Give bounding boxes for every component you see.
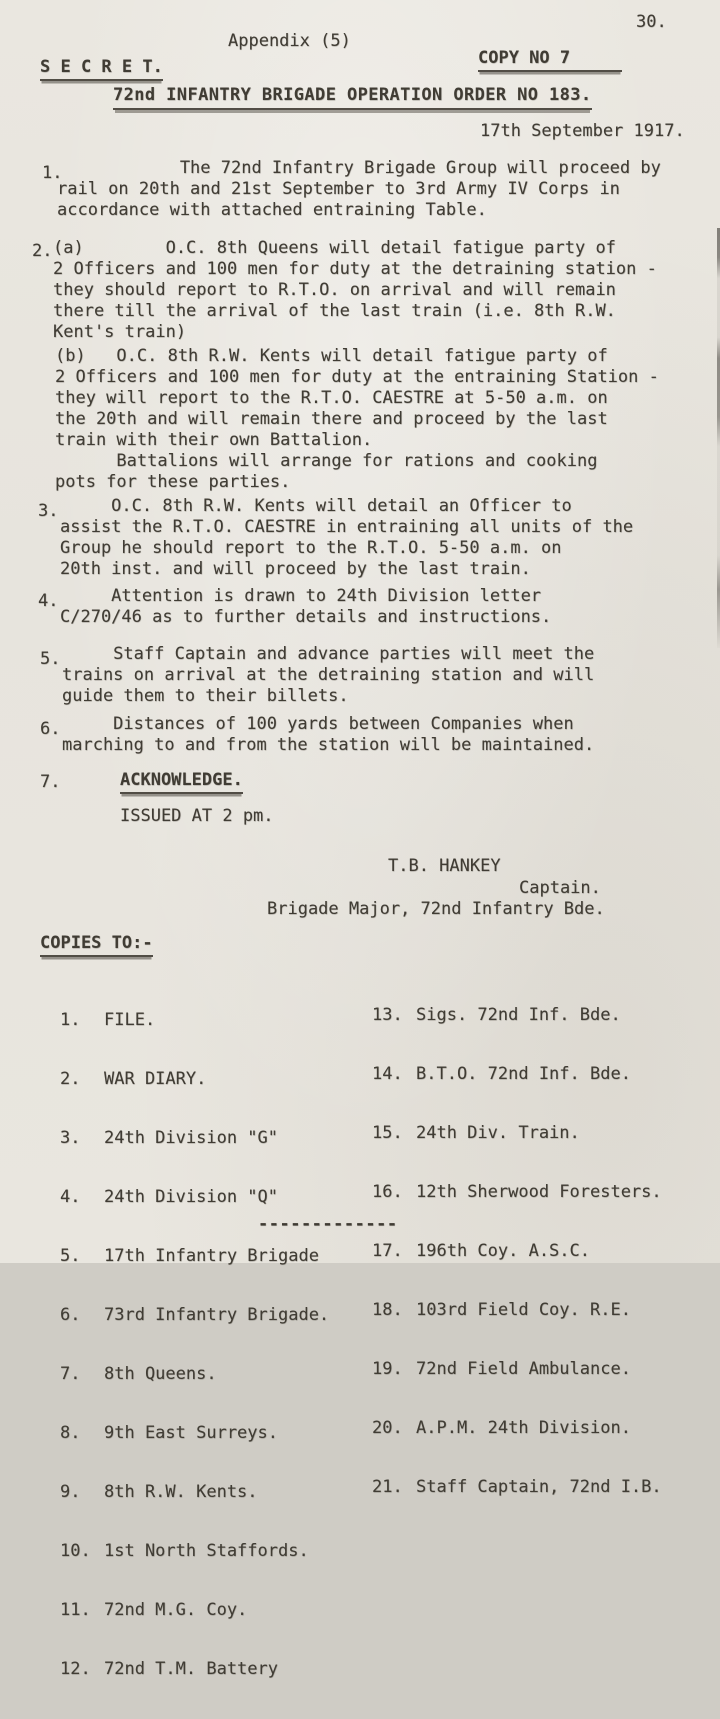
paragraph-number: 6. — [40, 719, 61, 739]
paragraph-line: pots for these parties. — [55, 472, 291, 492]
item-number: 19. — [372, 1359, 403, 1379]
list-item — [372, 1065, 662, 1084]
paragraph-line: O.C. 8th R.W. Kents will detail an Officer to — [60, 496, 572, 516]
item-label: WAR DIARY. — [104, 1069, 207, 1089]
paragraph-line: rail on 20th and 21st September to 3rd Army IV Corps in — [57, 179, 620, 199]
list-item — [372, 1478, 662, 1497]
copies-list-left — [60, 971, 329, 1719]
item-number: 11. — [60, 1600, 91, 1620]
paragraph-line: Staff Captain and advance parties will meet the — [62, 644, 595, 664]
item-number: 14. — [372, 1064, 403, 1084]
paragraph-6 — [0, 714, 720, 756]
list-item — [372, 1242, 662, 1261]
document-date: 17th September 1917. — [480, 121, 685, 141]
item-label: 73rd Infantry Brigade. — [104, 1305, 330, 1325]
list-item — [60, 1660, 329, 1679]
paragraph-line: 20th inst. and will proceed by the last train. — [60, 559, 531, 579]
paragraph-line: marching to and from the station will be maintained. — [62, 735, 595, 755]
paragraph-line: train with their own Battalion. — [55, 430, 373, 450]
signature-name: T.B. HANKEY — [388, 856, 501, 876]
item-number: 9. — [60, 1482, 81, 1502]
list-item — [60, 1247, 329, 1266]
item-label: 12th Sherwood Foresters. — [416, 1182, 662, 1202]
paragraph-line: (a) O.C. 8th Queens will detail fatigue party of — [53, 238, 616, 258]
item-label: 17th Infantry Brigade — [104, 1246, 319, 1266]
paragraph-number: 5. — [40, 649, 61, 669]
list-item — [60, 1365, 329, 1384]
item-label: 24th Division "Q" — [104, 1187, 278, 1207]
paragraph-line: they will report to the R.T.O. CAESTRE at 5-50 a.m. on — [55, 388, 608, 408]
acknowledge-label: ACKNOWLEDGE. — [120, 770, 243, 794]
item-number: 6. — [60, 1305, 81, 1325]
paragraph-line: they should report to R.T.O. on arrival and will remain — [53, 280, 616, 300]
item-label: 196th Coy. A.S.C. — [416, 1241, 590, 1261]
paragraph-line: Kent's train) — [53, 322, 187, 342]
paragraph-line: guide them to their billets. — [62, 686, 349, 706]
item-label: Staff Captain, 72nd I.B. — [416, 1477, 662, 1497]
paragraph-line: Attention is drawn to 24th Division letter — [60, 586, 542, 606]
item-number: 2. — [60, 1069, 81, 1089]
paragraph-number: 4. — [38, 591, 59, 611]
item-label: 8th R.W. Kents. — [104, 1482, 258, 1502]
list-item — [372, 1419, 662, 1438]
item-number: 16. — [372, 1182, 403, 1202]
item-label: FILE. — [104, 1010, 156, 1030]
document-title: 72nd INFANTRY BRIGADE OPERATION ORDER NO 183. — [113, 85, 592, 105]
signature-title: Brigade Major, 72nd Infantry Bde. — [267, 899, 605, 919]
paragraph-number: 3. — [38, 501, 59, 521]
list-item — [372, 1301, 662, 1320]
paragraph-3 — [0, 496, 720, 580]
item-label: 8th Queens. — [104, 1364, 217, 1384]
paragraph-line: (b) O.C. 8th R.W. Kents will detail fatigue party of — [55, 346, 608, 366]
item-label: B.T.O. 72nd Inf. Bde. — [416, 1064, 631, 1084]
list-item — [60, 1601, 329, 1620]
copies-heading: COPIES TO:- — [40, 933, 153, 953]
list-item — [60, 1424, 329, 1443]
item-label: A.P.M. 24th Division. — [416, 1418, 631, 1438]
item-number: 5. — [60, 1246, 81, 1266]
paragraph-2a — [0, 238, 720, 343]
list-item — [60, 1011, 329, 1030]
copy-number: COPY NO 7 — [478, 48, 622, 68]
paragraph-7 — [0, 770, 720, 790]
item-number: 3. — [60, 1128, 81, 1148]
footer-dashes: ------------- — [258, 1214, 398, 1234]
paragraph-line: accordance with attached entraining Table. — [57, 200, 487, 220]
item-label: Sigs. 72nd Inf. Bde. — [416, 1005, 621, 1025]
item-label: 24th Division "G" — [104, 1128, 278, 1148]
item-label: 103rd Field Coy. R.E. — [416, 1300, 631, 1320]
paragraph-line: The 72nd Infantry Brigade Group will proceed by — [57, 158, 661, 178]
paragraph-1 — [0, 158, 720, 221]
list-item — [60, 1306, 329, 1325]
paragraph-2b — [0, 346, 720, 493]
paragraph-line: the 20th and will remain there and proceed by the last — [55, 409, 608, 429]
item-number: 1. — [60, 1010, 81, 1030]
paragraph-line: Group he should report to the R.T.O. 5-50 a.m. on — [60, 538, 562, 558]
paragraph-4 — [0, 586, 720, 628]
item-number: 20. — [372, 1418, 403, 1438]
item-label: 72nd M.G. Coy. — [104, 1600, 248, 1620]
page-number: 30. — [636, 12, 667, 32]
item-number: 10. — [60, 1541, 91, 1561]
list-item — [60, 1483, 329, 1502]
paragraph-line: Battalions will arrange for rations and cooking — [55, 451, 598, 471]
list-item — [60, 1188, 329, 1207]
paragraph-5 — [0, 644, 720, 707]
paragraph-line: trains on arrival at the detraining station and will — [62, 665, 595, 685]
issued-line: ISSUED AT 2 pm. — [120, 806, 274, 826]
item-number: 7. — [60, 1364, 81, 1384]
list-item — [372, 1360, 662, 1379]
paragraph-line: assist the R.T.O. CAESTRE in entraining all units of the — [60, 517, 634, 537]
paragraph-number: 1. — [42, 163, 63, 183]
item-number: 15. — [372, 1123, 403, 1143]
list-item — [372, 1124, 662, 1143]
item-label: 72nd Field Ambulance. — [416, 1359, 631, 1379]
item-label: 1st North Staffords. — [104, 1541, 309, 1561]
list-item — [60, 1542, 329, 1561]
list-item — [60, 1129, 329, 1148]
list-item — [372, 1183, 662, 1202]
paragraph-line: 2 Officers and 100 men for duty at the detraining station - — [53, 259, 657, 279]
item-number: 13. — [372, 1005, 403, 1025]
list-item — [60, 1070, 329, 1089]
item-label: 9th East Surreys. — [104, 1423, 278, 1443]
copies-list-right — [372, 966, 662, 1537]
item-label: 24th Div. Train. — [416, 1123, 580, 1143]
item-number: 4. — [60, 1187, 81, 1207]
paragraph-number: 2. — [32, 241, 53, 261]
paragraph-line: there till the arrival of the last train (i.e. 8th R.W. — [53, 301, 616, 321]
paragraph-number: 7. — [40, 772, 61, 792]
paragraph-line: Distances of 100 yards between Companies when — [62, 714, 574, 734]
item-number: 21. — [372, 1477, 403, 1497]
classification-label: S E C R E T. — [40, 57, 163, 77]
signature-rank: Captain. — [519, 878, 601, 898]
paragraph-line: C/270/46 as to further details and instructions. — [60, 607, 552, 627]
paragraph-line: 2 Officers and 100 men for duty at the entraining Station - — [55, 367, 659, 387]
item-number: 18. — [372, 1300, 403, 1320]
item-label: 72nd T.M. Battery — [104, 1659, 278, 1679]
appendix-label: Appendix (5) — [228, 31, 351, 51]
item-number: 8. — [60, 1423, 81, 1443]
item-number: 17. — [372, 1241, 403, 1261]
item-number: 12. — [60, 1659, 91, 1679]
list-item — [372, 1006, 662, 1025]
